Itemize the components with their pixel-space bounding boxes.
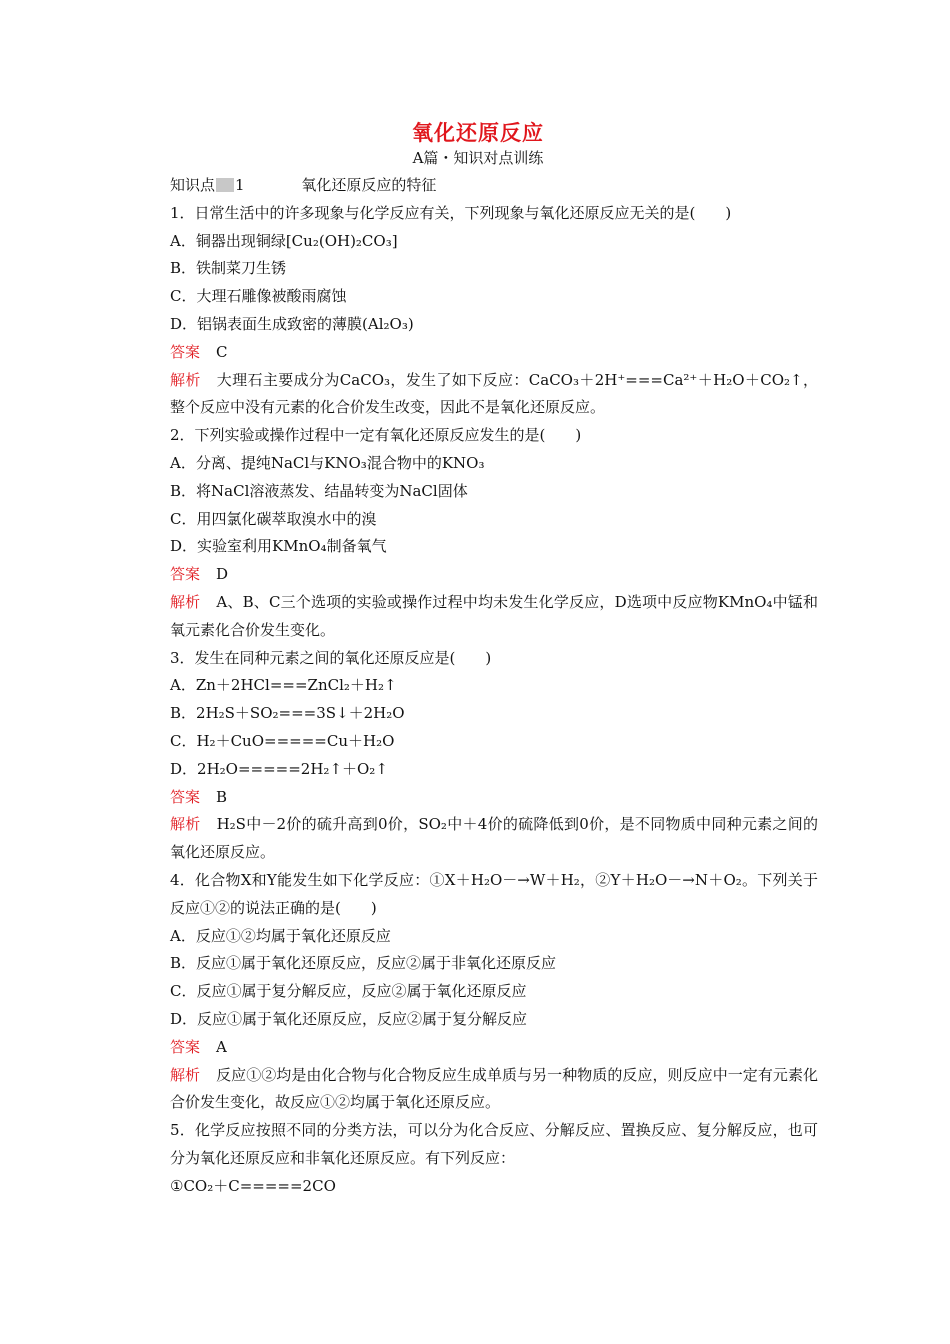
question-list	[138, 200, 818, 1201]
page-title: 氧化还原反应	[412, 120, 544, 145]
option-line: C．大理石雕像被酸雨腐蚀	[170, 287, 347, 306]
option-line: D．反应①属于氧化还原反应，反应②属于复分解反应	[170, 1009, 528, 1028]
answer-label: 答案	[170, 342, 201, 361]
answer-value: D	[216, 565, 229, 584]
question-stem: 5．化学反应按照不同的分类方法，可以分为化合反应、分解反应、置换反应、复分解反应，也可分为氧化还原反应和非氧化还原反应。有下列反应：	[170, 1121, 818, 1167]
option-line: B．将NaCl溶液蒸发、结晶转变为NaCl固体	[170, 481, 468, 500]
knowledge-point-title: 氧化还原反应的特征	[301, 176, 437, 194]
explanation-text: 反应①②均是由化合物与化合物反应生成单质与另一种物质的反应，则反应中一定有元素化合价发生变化，故反应①②均属于氧化还原反应。	[170, 1065, 818, 1112]
explanation-paragraph	[138, 589, 818, 645]
explanation-text: A、B、C三个选项的实验或操作过程中均未发生化学反应，D选项中反应物KMnO₄中锰和氧元素化合价发生变化。	[170, 592, 818, 639]
option-line: D．铝锅表面生成致密的薄膜(Al₂O₃)	[170, 314, 414, 333]
knowledge-point-marker	[216, 178, 234, 192]
option-line: D．实验室利用KMnO₄制备氧气	[170, 537, 387, 556]
question-stem: 1．日常生活中的许多现象与化学反应有关，下列现象与氧化还原反应无关的是( )	[170, 203, 732, 222]
document-page	[138, 118, 818, 1200]
explanation-label: 解析	[170, 815, 201, 834]
explanation-paragraph	[138, 811, 818, 867]
answer-label: 答案	[170, 787, 201, 806]
knowledge-point-number: 1	[235, 176, 245, 194]
explanation-label: 解析	[170, 592, 201, 611]
option-line: B．2H₂S＋SO₂===3S↓＋2H₂O	[170, 704, 405, 723]
answer-line	[138, 561, 818, 589]
option-line: B．反应①属于氧化还原反应，反应②属于非氧化还原反应	[170, 954, 557, 973]
explanation-label: 解析	[170, 370, 201, 389]
question-stem: 4．化合物X和Y能发生如下化学反应：①X＋H₂O－→W＋H₂，②Y＋H₂O－→N＋O₂。下列关于反应①②的说法正确的是( )	[170, 870, 818, 917]
answer-line	[138, 784, 818, 812]
explanation-text: H₂S中－2价的硫升高到0价，SO₂中＋4价的硫降低到0价，是不同物质中同种元素之间的氧化还原反应。	[170, 815, 818, 862]
option-line: A．反应①②均属于氧化还原反应	[170, 926, 391, 945]
knowledge-point-label: 知识点	[170, 176, 216, 194]
option-line: ①CO₂＋C=====2CO	[170, 1176, 336, 1195]
answer-value: B	[216, 787, 228, 806]
question-stem: 3．发生在同种元素之间的氧化还原反应是( )	[170, 648, 492, 667]
option-line: B．铁制菜刀生锈	[170, 259, 287, 278]
option-line: C．反应①属于复分解反应，反应②属于氧化还原反应	[170, 982, 527, 1001]
page-subtitle: A篇・知识对点训练	[412, 149, 544, 167]
knowledge-point-heading	[138, 172, 818, 200]
explanation-text: 大理石主要成分为CaCO₃，发生了如下反应：CaCO₃＋2H⁺===Ca²⁺＋H₂O＋CO₂↑，整个反应中没有元素的化合价发生改变，因此不是氧化还原反应。	[170, 370, 818, 417]
question-stem: 2．下列实验或操作过程中一定有氧化还原反应发生的是( )	[170, 426, 582, 445]
answer-line	[138, 339, 818, 367]
explanation-label: 解析	[170, 1065, 201, 1084]
answer-value: A	[216, 1037, 227, 1056]
explanation-paragraph	[138, 1062, 818, 1118]
option-line: A．铜器出现铜绿[Cu₂(OH)₂CO₃]	[170, 231, 398, 250]
answer-label: 答案	[170, 1037, 201, 1056]
answer-line	[138, 1034, 818, 1062]
option-line: D．2H₂O=====2H₂↑＋O₂↑	[170, 759, 388, 778]
option-line: C．H₂＋CuO=====Cu＋H₂O	[170, 731, 395, 750]
option-line: A．Zn＋2HCl===ZnCl₂＋H₂↑	[170, 676, 397, 695]
answer-value: C	[216, 342, 228, 361]
option-line: A．分离、提纯NaCl与KNO₃混合物中的KNO₃	[170, 453, 485, 472]
answer-label: 答案	[170, 565, 201, 584]
option-line: C．用四氯化碳萃取溴水中的溴	[170, 509, 377, 528]
explanation-paragraph	[138, 367, 818, 423]
